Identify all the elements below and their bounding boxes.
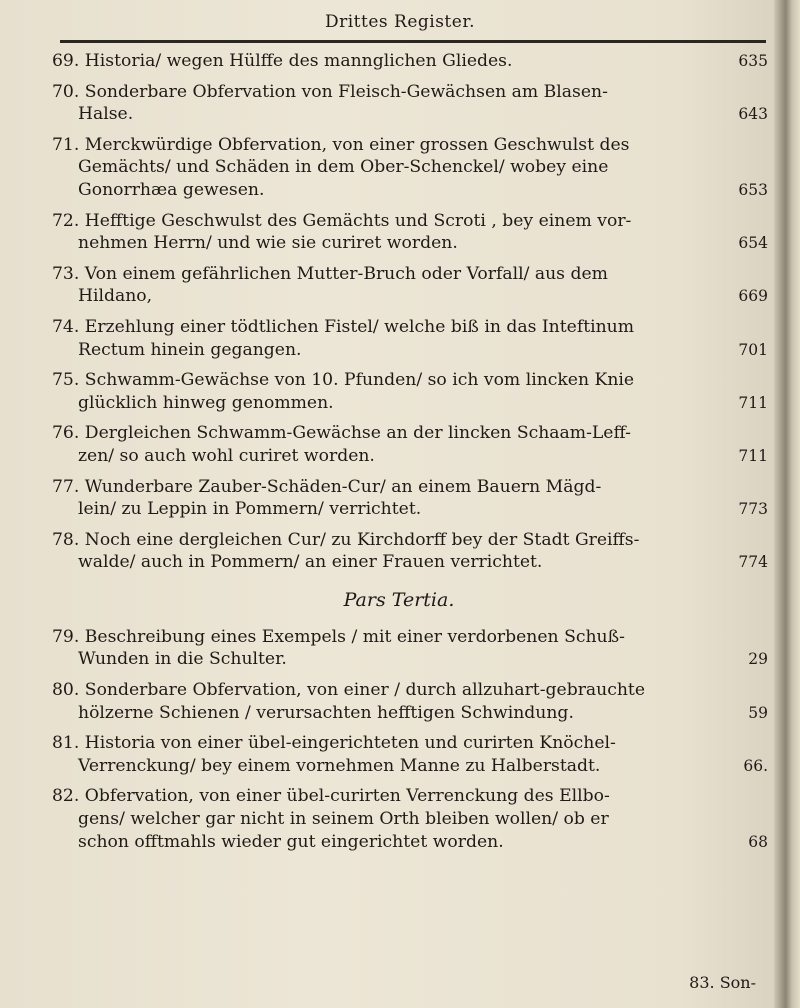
entry-line: zen/ so auch wohl curiret worden. bbox=[78, 445, 375, 466]
entry-page-number: 669 bbox=[738, 287, 768, 306]
entry-page-number: 635 bbox=[738, 52, 768, 70]
entry-line: 82. Obfervation, von einer übel-curirten Verrenckung des Ellbo- bbox=[52, 786, 610, 807]
entry-line: Verrenckung/ bey einem vornehmen Manne zu Halberstadt. bbox=[78, 755, 601, 776]
entry-line: 71. Merckwürdige Obfervation, von einer grossen Geschwulst des bbox=[52, 134, 630, 155]
entry-line: Gemächts/ und Schäden in dem Ober-Schenckel/ wobey eine bbox=[78, 157, 609, 178]
entry-line: 70. Sonderbare Obfervation von Fleisch-Gewächsen am Blasen- bbox=[52, 81, 608, 102]
entry-line: 73. Von einem gefährlichen Mutter-Bruch oder Vorfall/ aus dem bbox=[52, 263, 608, 284]
entry-page-number: 653 bbox=[738, 180, 768, 199]
register-entry bbox=[52, 732, 776, 777]
entry-line: 81. Historia von einer übel-eingerichteten und curirten Knöchel- bbox=[52, 733, 616, 754]
register-entry bbox=[52, 134, 776, 202]
entry-line: Wunden in die Schulter. bbox=[78, 649, 287, 670]
entry-line: Gonorrhæa gewesen. bbox=[78, 179, 265, 200]
entry-line: schon offtmahls wieder gut eingerichtet worden. bbox=[78, 831, 504, 852]
entry-page-number: 711 bbox=[738, 446, 768, 465]
entry-page-number: 68 bbox=[748, 832, 768, 851]
entry-page-number: 66. bbox=[743, 756, 768, 775]
register-entry bbox=[52, 81, 776, 126]
entries-section-one bbox=[52, 50, 776, 574]
register-entries bbox=[52, 50, 776, 853]
entry-line: glücklich hinweg genommen. bbox=[78, 392, 334, 413]
entry-line: 79. Beschreibung eines Exempels / mit einer verdorbenen Schuß- bbox=[52, 626, 625, 647]
entry-page-number: 654 bbox=[738, 234, 768, 253]
register-entry bbox=[52, 785, 776, 853]
entry-page-number: 774 bbox=[738, 553, 768, 572]
entry-line: Hildano, bbox=[78, 286, 153, 307]
register-entry bbox=[52, 476, 776, 521]
page-header: Drittes Register. bbox=[324, 12, 475, 32]
register-entry bbox=[52, 263, 776, 308]
entry-line: 72. Hefftige Geschwulst des Gemächts und Scroti , bey einem vor- bbox=[52, 210, 632, 231]
register-entry bbox=[52, 529, 776, 574]
entry-line: 74. Erzehlung einer tödtlichen Fistel/ welche biß in das Inteftinum bbox=[52, 316, 635, 337]
entry-line: lein/ zu Leppin in Pommern/ verrichtet. bbox=[78, 499, 422, 520]
entries-section-two bbox=[52, 626, 776, 853]
part-title: Pars Tertia. bbox=[343, 588, 455, 611]
entry-line: gens/ welcher gar nicht in seinem Orth bleiben wollen/ ob er bbox=[78, 809, 609, 830]
register-entry bbox=[52, 422, 776, 467]
entry-line: 75. Schwamm-Gewächse von 10. Pfunden/ so ich vom lincken Knie bbox=[52, 370, 635, 391]
entry-line: 69. Historia/ wegen Hülffe des mannglichen Gliedes. bbox=[52, 51, 513, 71]
entry-page-number: 59 bbox=[748, 703, 768, 722]
entry-line: 78. Noch eine dergleichen Cur/ zu Kirchdorff bey der Stadt Greiffs- bbox=[52, 529, 640, 550]
entry-page-number: 701 bbox=[738, 340, 768, 359]
header-rule bbox=[60, 40, 766, 43]
register-entry bbox=[52, 316, 776, 361]
entry-line: hölzerne Schienen / verursachten hefftigen Schwindung. bbox=[78, 702, 574, 723]
entry-page-number: 643 bbox=[738, 105, 768, 124]
entry-page-number: 29 bbox=[748, 650, 768, 669]
register-entry bbox=[52, 679, 776, 724]
catchword: 83. Son- bbox=[689, 973, 756, 992]
entry-line: walde/ auch in Pommern/ an einer Frauen verrichtet. bbox=[78, 552, 543, 573]
entry-line: 76. Dergleichen Schwamm-Gewächse an der lincken Schaam-Leff- bbox=[52, 423, 631, 444]
entry-line: Rectum hinein gegangen. bbox=[78, 339, 302, 360]
register-entry bbox=[52, 50, 776, 73]
page-edge bbox=[774, 0, 800, 1008]
entry-page-number: 773 bbox=[738, 500, 768, 519]
register-entry bbox=[52, 210, 776, 255]
entry-line: Halse. bbox=[78, 104, 134, 125]
register-entry bbox=[52, 626, 776, 671]
entry-line: nehmen Herrn/ und wie sie curiret worden. bbox=[78, 233, 458, 254]
register-entry bbox=[52, 369, 776, 414]
entry-line: 77. Wunderbare Zauber-Schäden-Cur/ an einem Bauern Mägd- bbox=[52, 476, 602, 497]
entry-line: 80. Sonderbare Obfervation, von einer / durch allzuhart-gebrauchte bbox=[52, 680, 646, 701]
entry-page-number: 711 bbox=[738, 393, 768, 412]
